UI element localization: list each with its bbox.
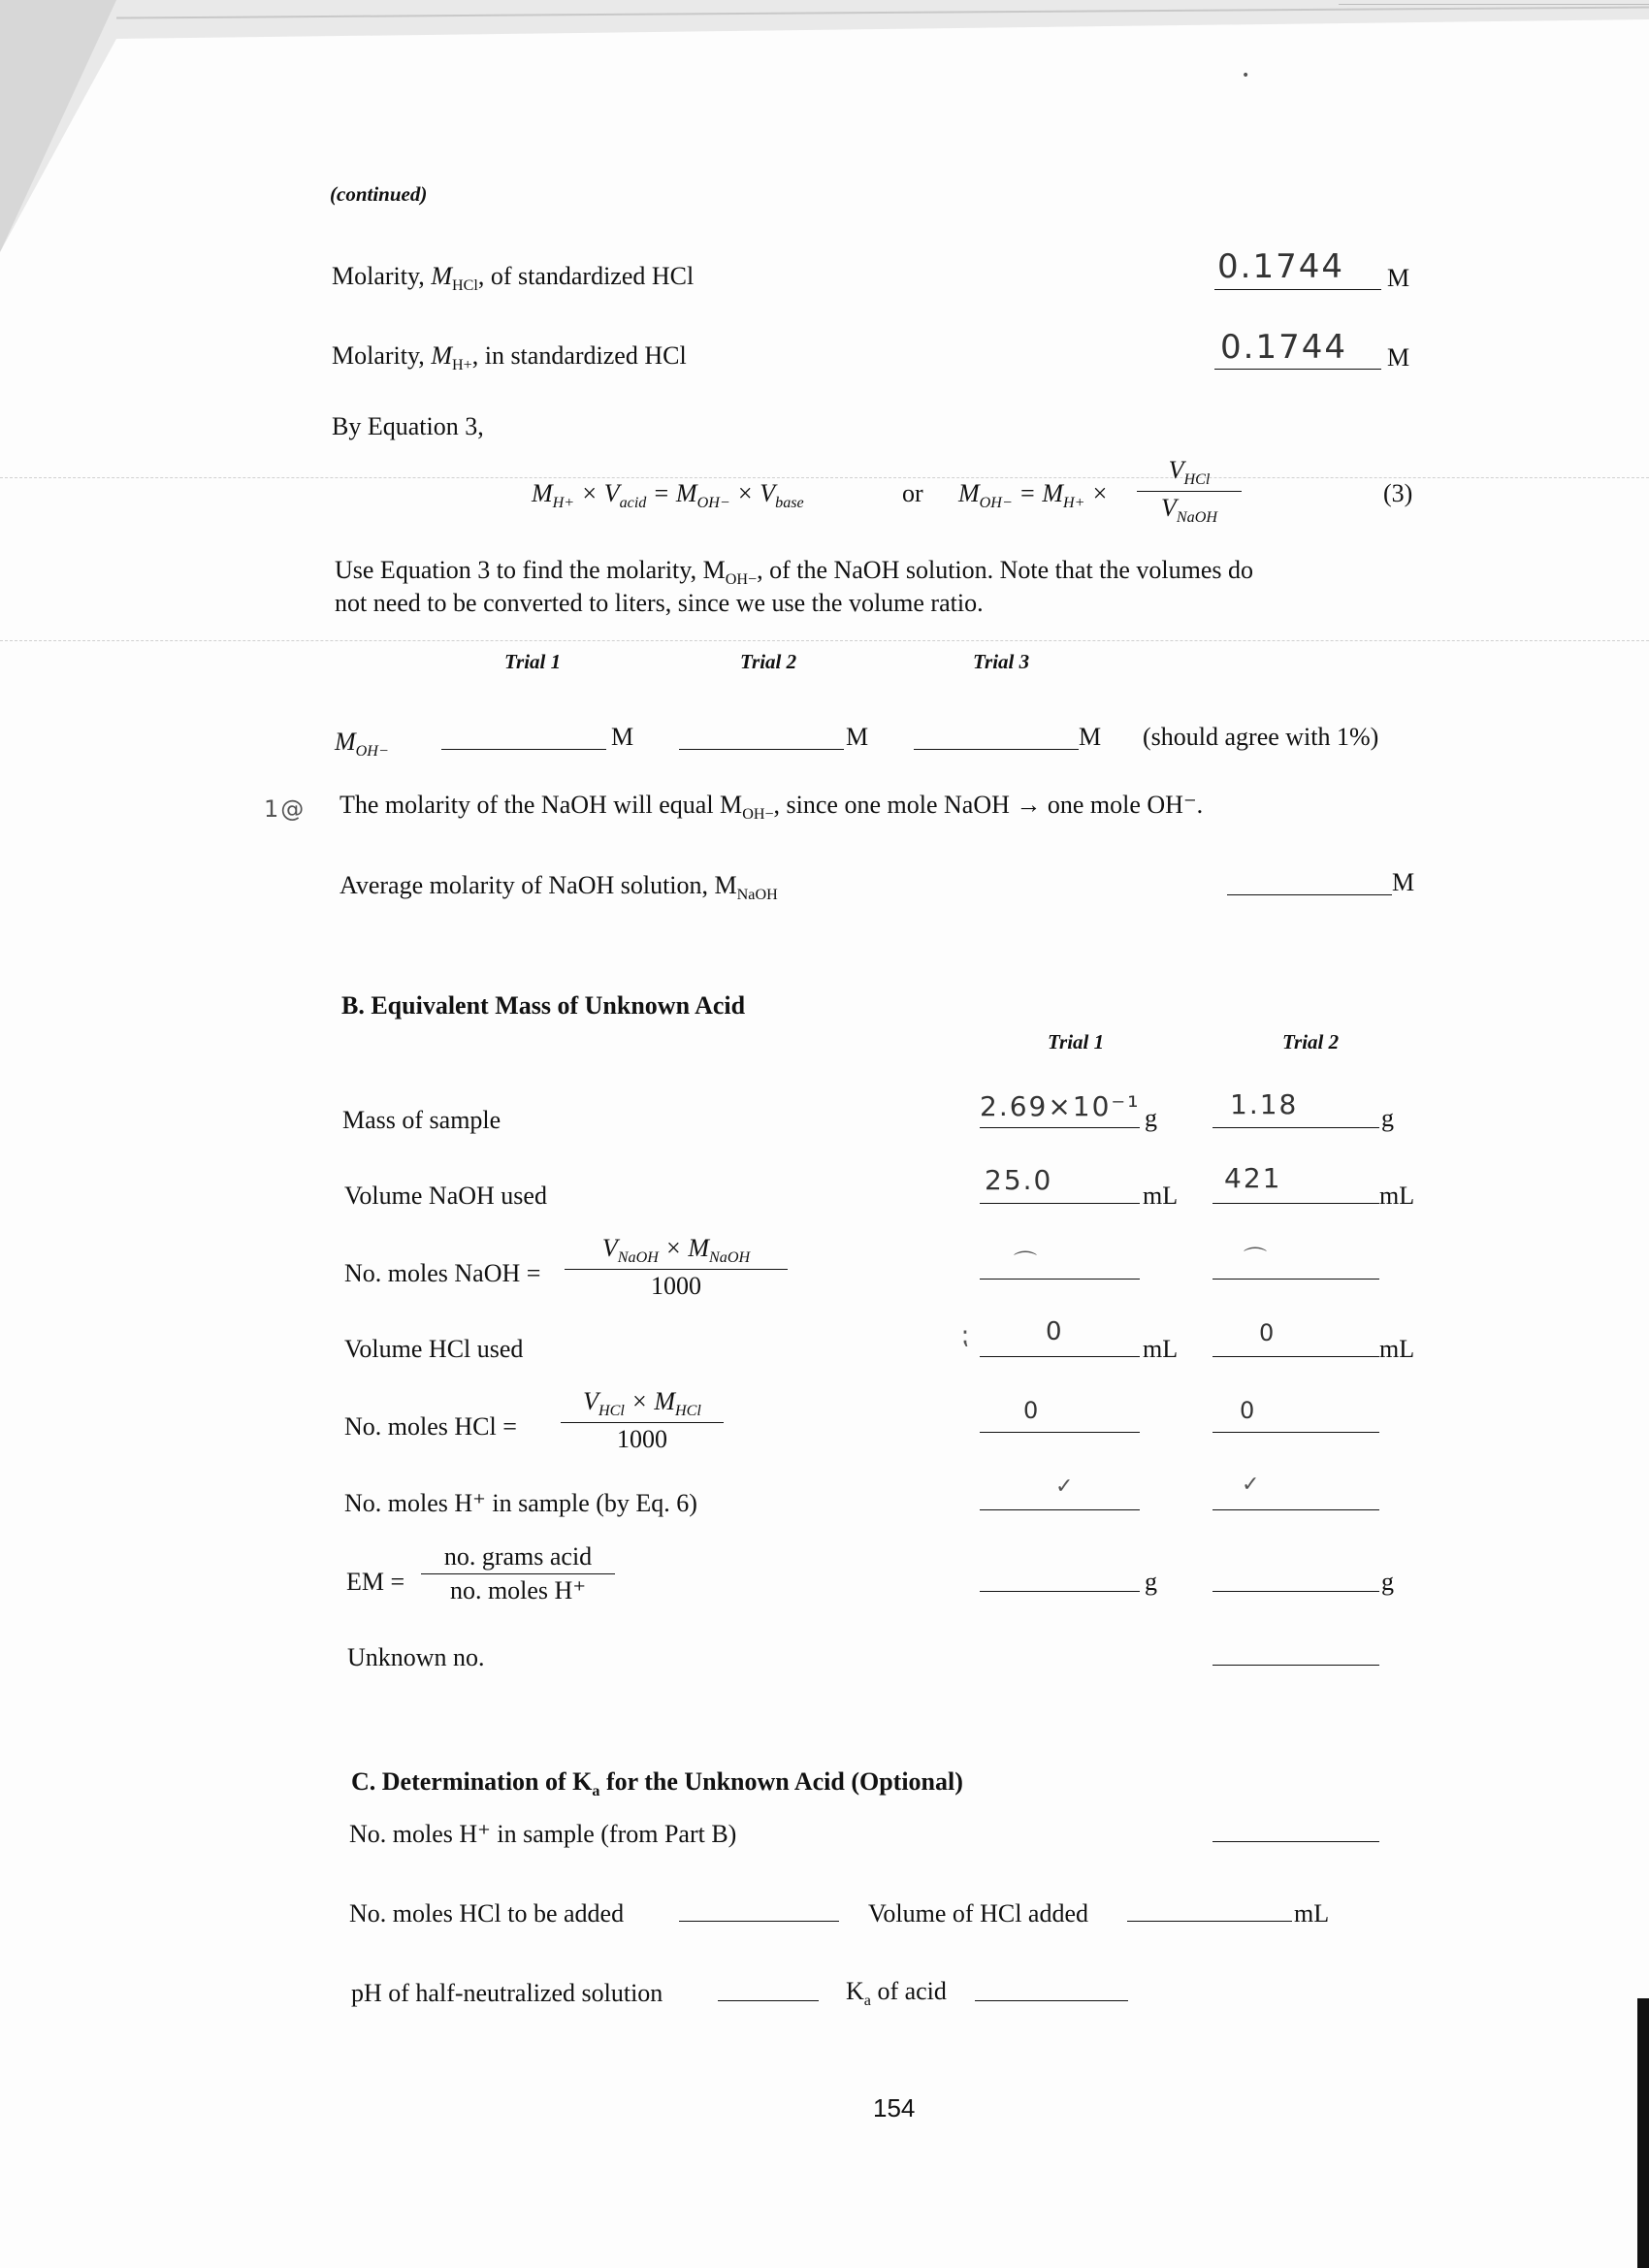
volume-hcl-added-label: Volume of HCl added xyxy=(868,1899,1088,1928)
moles-naoh-fraction xyxy=(565,1234,788,1301)
moles-hcl-label: No. moles HCl = xyxy=(344,1412,517,1441)
moles-naoh-trial-2-blank[interactable] xyxy=(1212,1279,1379,1280)
moles-hcl-trial-2-blank[interactable] xyxy=(1212,1432,1379,1433)
part-b-trial-2-header: Trial 2 xyxy=(1282,1030,1340,1053)
agree-note: (should agree with 1%) xyxy=(1143,723,1379,751)
by-equation-label: By Equation 3, xyxy=(332,412,484,440)
instruction-line-1: Use Equation 3 to find the molarity, $M_{OH-}$, of the NaOH solution. Note that the volumes do xyxy=(335,556,1254,589)
moles-naoh-numerator: $V_{NaOH} \times M_{NaOH}$ xyxy=(565,1234,788,1270)
mass-of-sample-label: Mass of sample xyxy=(342,1106,501,1134)
moles-hcl-trial-1-value: 0 xyxy=(1023,1397,1041,1424)
mass-trial-1-blank[interactable] xyxy=(980,1127,1140,1128)
volume-hcl-trial-2-value: 0 xyxy=(1259,1319,1277,1346)
ph-blank[interactable] xyxy=(718,2000,819,2001)
unknown-no-blank[interactable] xyxy=(1212,1665,1379,1666)
continued-label: (continued) xyxy=(330,182,428,206)
moh-label: $M_{OH-}$ xyxy=(335,728,389,761)
equation-left: $M_{H+} \times V_{acid} = M_{OH-} \times V_{base}$ xyxy=(532,479,804,512)
moles-h-trial-1-blank[interactable] xyxy=(980,1509,1140,1510)
trial-3-header: Trial 3 xyxy=(973,650,1030,673)
dash-mark: ⌒ xyxy=(1014,1249,1037,1277)
equation-number: (3) xyxy=(1383,479,1413,507)
volume-naoh-trial-1-blank[interactable] xyxy=(980,1203,1140,1204)
unknown-no-label: Unknown no. xyxy=(347,1643,485,1671)
average-molarity-blank[interactable] xyxy=(1227,894,1392,895)
molarity-statement: The molarity of the NaOH will equal $M_{OH-}$, since one mole NaOH → one mole OH⁻. xyxy=(340,791,1204,824)
moh-trial-2-blank[interactable] xyxy=(679,749,844,750)
average-molarity-label: Average molarity of NaOH solution, $M_{NaOH}$ xyxy=(340,871,778,904)
instruction-line-2: not need to be converted to liters, since we use the volume ratio. xyxy=(335,589,984,617)
moles-hcl-trial-2-value: 0 xyxy=(1240,1397,1257,1424)
volume-naoh-trial-1-value: 25.0 xyxy=(985,1164,1053,1196)
unit-m: M xyxy=(846,723,869,751)
moh-trial-1-blank[interactable] xyxy=(441,749,606,750)
trial-1-header: Trial 1 xyxy=(504,650,562,673)
dash-mark: ⌒ xyxy=(1244,1246,1267,1273)
moles-hcl-numerator: $V_{HCl} \times M_{HCl}$ xyxy=(561,1387,724,1423)
em-trial-2-blank[interactable] xyxy=(1212,1591,1379,1592)
volume-ratio-denominator: $V_{NaOH}$ xyxy=(1161,494,1217,527)
moles-hcl-added-blank[interactable] xyxy=(679,1921,839,1922)
ka-blank[interactable] xyxy=(975,2000,1128,2001)
unit-ml: mL xyxy=(1379,1182,1415,1210)
unit-ml: mL xyxy=(1379,1335,1415,1363)
ph-label: pH of half-neutralized solution xyxy=(351,1979,663,2007)
unit-m: M xyxy=(1079,723,1102,751)
part-b-heading: B. Equivalent Mass of Unknown Acid xyxy=(341,991,746,1020)
unit-ml: mL xyxy=(1143,1182,1179,1210)
unit-g: g xyxy=(1145,1568,1157,1596)
mass-trial-2-blank[interactable] xyxy=(1212,1127,1379,1128)
unit-m: M xyxy=(1387,343,1410,372)
margin-note: 1@ xyxy=(264,795,307,823)
em-trial-1-blank[interactable] xyxy=(980,1591,1140,1592)
unit-ml: mL xyxy=(1294,1899,1330,1928)
equation-right: $M_{OH-} = M_{H+}$ × xyxy=(958,479,1109,512)
part-c-heading: C. Determination of $K_a$ for the Unknown Acid (Optional) xyxy=(351,1767,963,1800)
moles-hcl-fraction xyxy=(561,1387,724,1454)
moles-h-label: No. moles H⁺ in sample (by Eq. 6) xyxy=(344,1489,697,1517)
moles-naoh-label: No. moles NaOH = xyxy=(344,1259,541,1287)
part-b-trial-1-header: Trial 1 xyxy=(1048,1030,1105,1053)
em-label: EM = xyxy=(346,1568,405,1596)
unit-ml: mL xyxy=(1143,1335,1179,1363)
moles-hcl-trial-1-blank[interactable] xyxy=(980,1432,1140,1433)
page-edge xyxy=(116,6,1649,18)
moh-trial-3-blank[interactable] xyxy=(914,749,1079,750)
unit-m: M xyxy=(1387,264,1410,292)
volume-hcl-label: Volume HCl used xyxy=(344,1335,524,1363)
volume-hcl-added-blank[interactable] xyxy=(1127,1921,1292,1922)
scan-artifact-line xyxy=(0,477,1649,478)
volume-hcl-trial-1-value: 0 xyxy=(1046,1317,1064,1346)
speck: • xyxy=(1242,68,1250,83)
unit-g: g xyxy=(1381,1104,1394,1132)
mass-trial-2-value: 1.18 xyxy=(1230,1088,1299,1120)
volume-ratio-numerator: $V_{HCl}$ xyxy=(1137,456,1242,492)
check-mark: ✓ xyxy=(1055,1474,1074,1499)
moles-hcl-denominator: 1000 xyxy=(617,1425,667,1454)
unit-m: M xyxy=(611,723,634,751)
volume-hcl-trial-1-blank[interactable] xyxy=(980,1356,1140,1357)
moles-naoh-denominator: 1000 xyxy=(651,1272,701,1301)
unit-g: g xyxy=(1381,1568,1394,1596)
page-number: 154 xyxy=(873,2093,916,2122)
ka-label: $K_a$ of acid xyxy=(846,1977,947,2010)
mass-trial-1-value: 2.69×10⁻¹ xyxy=(980,1090,1141,1122)
scan-artifact-line xyxy=(0,640,1649,641)
volume-hcl-trial-2-blank[interactable] xyxy=(1212,1356,1379,1357)
em-numerator: no. grams acid xyxy=(421,1542,615,1574)
molarity-hplus-label: Molarity, $M_{H+}$, in standardized HCl xyxy=(332,341,687,374)
volume-naoh-trial-2-value: 421 xyxy=(1224,1162,1282,1194)
volume-naoh-trial-2-blank[interactable] xyxy=(1212,1203,1379,1204)
molarity-hplus-blank xyxy=(1214,369,1381,370)
check-mark: ✓ xyxy=(1242,1473,1260,1497)
moles-h-trial-2-blank[interactable] xyxy=(1212,1509,1379,1510)
unit-g: g xyxy=(1145,1104,1157,1132)
scan-edge-bar xyxy=(1637,1998,1649,2268)
trial-2-header: Trial 2 xyxy=(740,650,797,673)
molarity-hcl-label: Molarity, $M_{HCl}$, of standardized HCl xyxy=(332,262,695,295)
pen-mark: ⁏ xyxy=(960,1321,969,1350)
em-denominator: no. moles H⁺ xyxy=(449,1576,587,1604)
em-fraction xyxy=(421,1542,615,1605)
volume-naoh-label: Volume NaOH used xyxy=(344,1182,547,1210)
volume-ratio-fraction xyxy=(1137,456,1242,527)
unit-m: M xyxy=(1392,868,1415,896)
part-c-moles-h-label: No. moles H⁺ in sample (from Part B) xyxy=(349,1820,737,1848)
equation-or: or xyxy=(902,479,923,507)
moles-hcl-added-label: No. moles HCl to be added xyxy=(349,1899,625,1928)
part-c-moles-h-blank[interactable] xyxy=(1212,1841,1379,1842)
molarity-hplus-value: 0.1744 xyxy=(1220,328,1347,367)
page-edge xyxy=(1339,4,1649,5)
moles-naoh-trial-1-blank[interactable] xyxy=(980,1279,1140,1280)
molarity-hcl-blank xyxy=(1214,289,1381,290)
molarity-hcl-value: 0.1744 xyxy=(1217,247,1344,286)
